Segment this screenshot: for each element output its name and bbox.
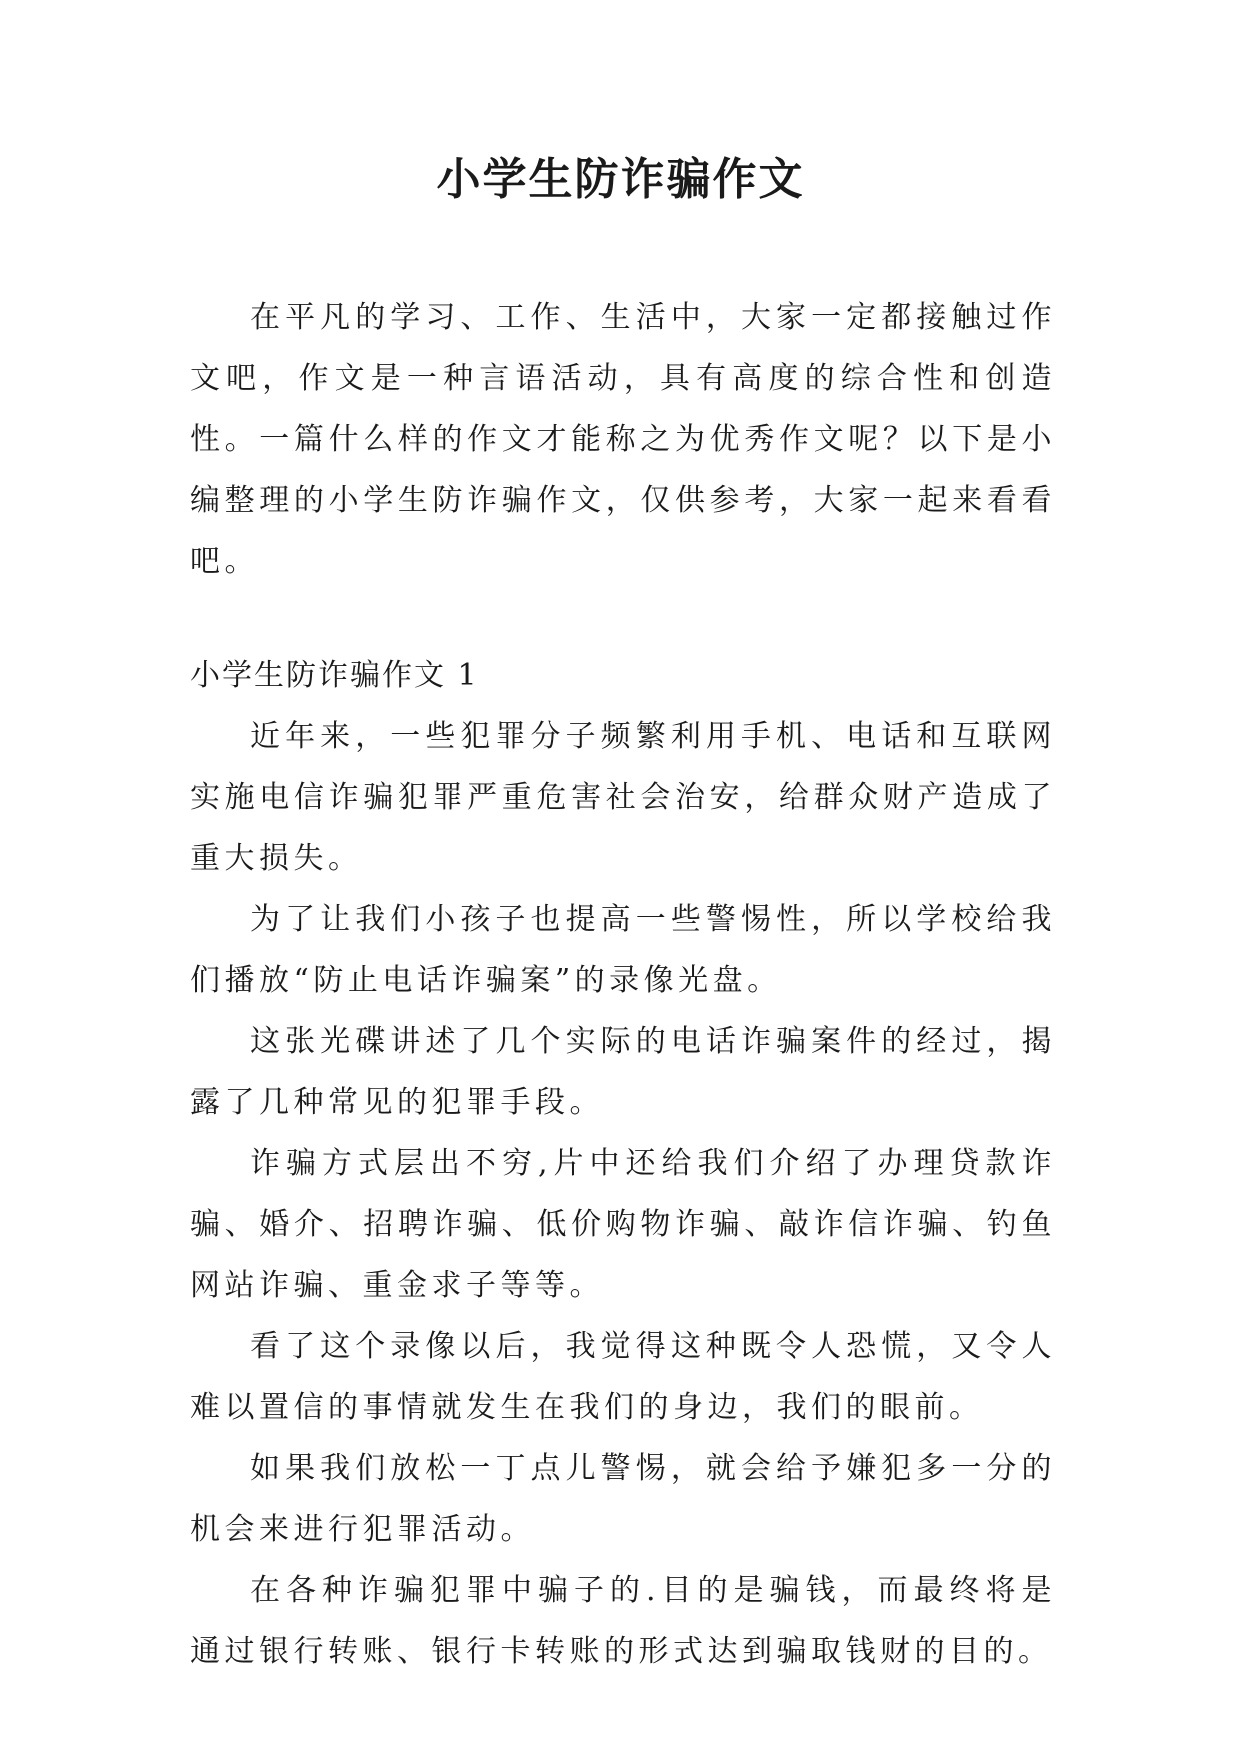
document-body [190, 287, 1056, 1682]
body-paragraph: 诈骗方式层出不穷,片中还给我们介绍了办理贷款诈骗、婚介、招聘诈骗、低价购物诈骗、敲诈信诈骗、钓鱼网站诈骗、重金求子等等。 [190, 1146, 1056, 1303]
body-paragraph: 为了让我们小孩子也提高一些警惕性，所以学校给我们播放“防止电话诈骗案”的录像光盘。 [190, 902, 1056, 998]
body-paragraph: 在各种诈骗犯罪中骗子的.目的是骗钱，而最终将是通过银行转账、银行卡转账的形式达到骗取钱财的目的。 [190, 1573, 1056, 1669]
body-paragraph: 如果我们放松一丁点儿警惕，就会给予嫌犯多一分的机会来进行犯罪活动。 [190, 1451, 1056, 1547]
body-paragraph: 近年来，一些犯罪分子频繁利用手机、电话和互联网实施电信诈骗犯罪严重危害社会治安，给群众财产造成了重大损失。 [190, 719, 1056, 876]
body-paragraph: 看了这个录像以后，我觉得这种既令人恐慌，又令人难以置信的事情就发生在我们的身边，我们的眼前。 [190, 1329, 1056, 1425]
body-paragraph: 这张光碟讲述了几个实际的电话诈骗案件的经过，揭露了几种常见的犯罪手段。 [190, 1024, 1056, 1120]
section-heading: 小学生防诈骗作文 1 [190, 658, 479, 693]
intro-paragraph: 在平凡的学习、工作、生活中，大家一定都接触过作文吧，作文是一种言语活动，具有高度的综合性和创造性。一篇什么样的作文才能称之为优秀作文呢？以下是小编整理的小学生防诈骗作文，仅供参考，大家一起来看看吧。 [190, 300, 1056, 579]
document-title: 小学生防诈骗作文 [436, 154, 805, 205]
